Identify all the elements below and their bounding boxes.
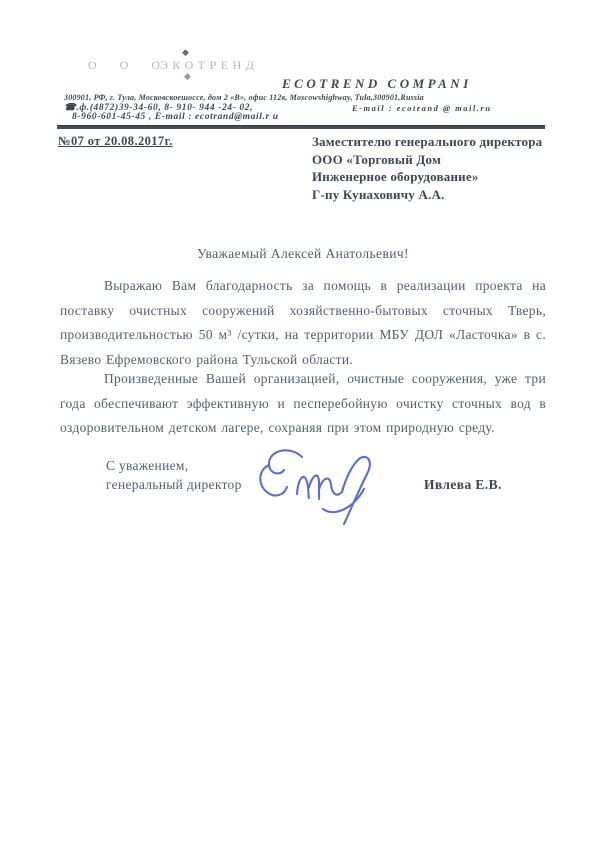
logo-company-name: ЭКОТРЕНД (160, 58, 259, 72)
addressee-line: Г-пу Кунаховичу А.А. (312, 186, 445, 202)
signoff-regards: С уважением, (106, 458, 189, 473)
body-text-line: Произведенные Вашей организацией, очистные сооружения, уже три (104, 371, 546, 386)
company-address: 300901, РФ, г. Тула, Московскоешоссе, дом 2 «В», офис 112в, Moscowshighway, Tula,300901,Russia (64, 93, 424, 102)
salutation: Уважаемый Алексей Анатольевич! (197, 246, 409, 261)
phone-line-2: 8-960-601-45-45 , E-mail : ecotrand@mail.r u (72, 112, 279, 122)
addressee-block (312, 133, 572, 203)
logo-ooo-text: О О О (88, 58, 170, 72)
logo-diamond-top-icon: ◆ (182, 47, 189, 57)
body-text-line: года обеспечивают эффективную и песперебойную очистку сточных вод в (60, 395, 546, 411)
handwritten-signature (252, 444, 394, 532)
body-text-line: Выражаю Вам благодарность за помощь в реализации проекта на (104, 278, 546, 293)
phone-line-1: ☎.ф.(4872)39-34-60, 8- 910- 944 -24- 02, (64, 103, 254, 113)
header-divider (57, 125, 545, 129)
addressee-line: ООО «Торговый Дом (312, 151, 442, 167)
logo-diamond-bottom-icon: ◆ (184, 71, 191, 81)
body-text-line: оздоровительном детском лагере, сохраняя при этом природную среду. (60, 420, 495, 436)
body-text-line: поставку очистных сооружений хозяйственно-бытовых сточных Тверь, (60, 302, 546, 318)
signer-name: Ивлева Е.В. (424, 477, 502, 492)
email-address-right: E-mail : ecotrand @ mail.ru (352, 103, 492, 113)
body-text-line: производительностью 50 м³ /сутки, на территории МБУ ДОЛ «Ласточка» в с. (60, 327, 546, 343)
body-text-line: Вязево Ефремовского района Тульской области. (60, 351, 354, 367)
letter-number-date: №07 от 20.08.2017г. (58, 134, 173, 148)
addressee-line: Инженерное оборудование» (312, 169, 479, 184)
signoff-title: генеральный директор (106, 477, 242, 492)
company-name-english: ECOTREND COMPANI (282, 76, 472, 91)
body-paragraph-1 (60, 274, 546, 372)
addressee-line: Заместителю генерального директора (312, 134, 543, 149)
body-paragraph-2 (60, 367, 546, 441)
